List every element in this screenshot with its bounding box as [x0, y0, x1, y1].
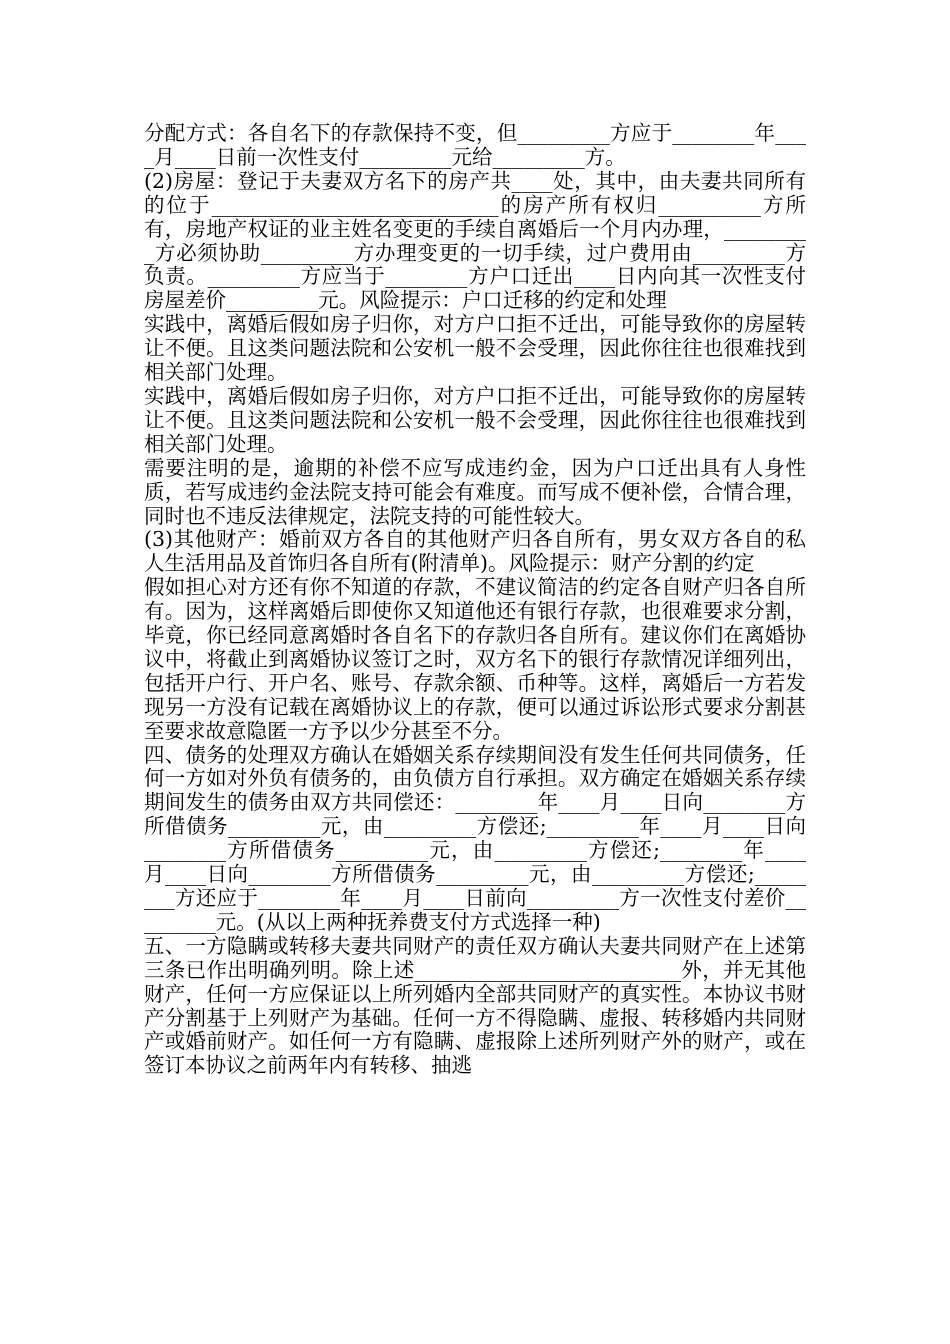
paragraph-household-practice-2: 实践中，离婚后假如房子归你，对方户口拒不迁出，可能导致你的房屋转让不便。且这类问题法院和公安机一般不会受理，因此你往往也很难找到相关部门处理。: [144, 383, 806, 456]
paragraph-other-property: (3)其他财产：婚前双方各自的其他财产归各自所有，男女双方各自的私人生活用品及首饰归各自所有(附清单)。风险提示：财产分割的约定: [144, 527, 806, 576]
paragraph-concealment-liability: 五、一方隐瞒或转移夫妻共同财产的责任双方确认夫妻共同财产在上述第三条已作出明确列明。除上述__________________________外，并无其他财产，任何一方应保证以上所列婚内全部共同财产的真实性。本协议书财产分割基于上列财产为基础。任何一方不得隐瞒、虚报、转移婚内共同财产或婚前财产。如任何一方有隐瞒、虚报除上述所列财产外的财产，或在签订本协议之前两年内有转移、抽逃: [144, 933, 806, 1078]
document-page: [144, 122, 806, 1078]
paragraph-property-split-advice: 假如担心对方还有你不知道的存款，不建议简洁的约定各自财产归各自所有。因为，这样离婚后即使你又知道他还有银行存款，也很难要求分割，毕竟，你已经同意离婚时各自名下的存款归各自所有。建议你们在离婚协议中，将截止到离婚协议签订之时，双方名下的银行存款情况详细列出，包括开户行、开户名、账号、存款余额、币种等。这样，离婚后一方若发现另一方没有记载在离婚协议上的存款，便可以通过诉讼形式要求分割甚至要求故意隐匿一方予以少分甚至不分。: [144, 575, 806, 743]
paragraph-housing: (2)房屋：登记于夫妻双方名下的房产共____处，其中，由夫妻共同所有的位于____________________________的房产所有权归__________方所有，房地产权证的业主姓名变更的手续自离婚后一个月内办理，_________方必须协助_________方办理变更的一切手续，过户费用由_________方负责。_________方应当于________方户口迁出____日内向其一次性支付房屋差价_________元。风险提示：户口迁移的约定和处理: [144, 168, 806, 313]
paragraph-household-practice-1: 实践中，离婚后假如房子归你，对方户口拒不迁出，可能导致你的房屋转让不便。且这类问题法院和公安机一般不会受理，因此你往往也很难找到相关部门处理。: [144, 312, 806, 385]
paragraph-compensation-note: 需要注明的是，逾期的补偿不应写成违约金，因为户口迁出具有人身性质，若写成违约金法院支持可能会有难度。而写成不便补偿，合情合理，同时也不违反法律规定，法院支持的可能性较大。: [144, 455, 806, 528]
paragraph-debt-handling: 四、债务的处理双方确认在婚姻关系存续期间没有发生任何共同债务，任何一方如对外负有债务的，由负债方自行承担。双方确定在婚姻关系存续期间发生的债务由双方共同偿还：________年____月____日向________方所借债务_________元，由_________方偿还;_________年____月____日向________方所借债务_________元，由_________方偿还;________年____月____日向________方所借债务_________元，由_________方偿还;________方还应于________年____月____日前向_________方一次性支付差价_________元。(从以上两种抚养费支付方式选择一种): [144, 742, 806, 934]
paragraph-deposit-distribution: 分配方式：各自名下的存款保持不变，但_________方应于________年____月____日前一次性支付_________元给_________方。: [144, 121, 806, 169]
